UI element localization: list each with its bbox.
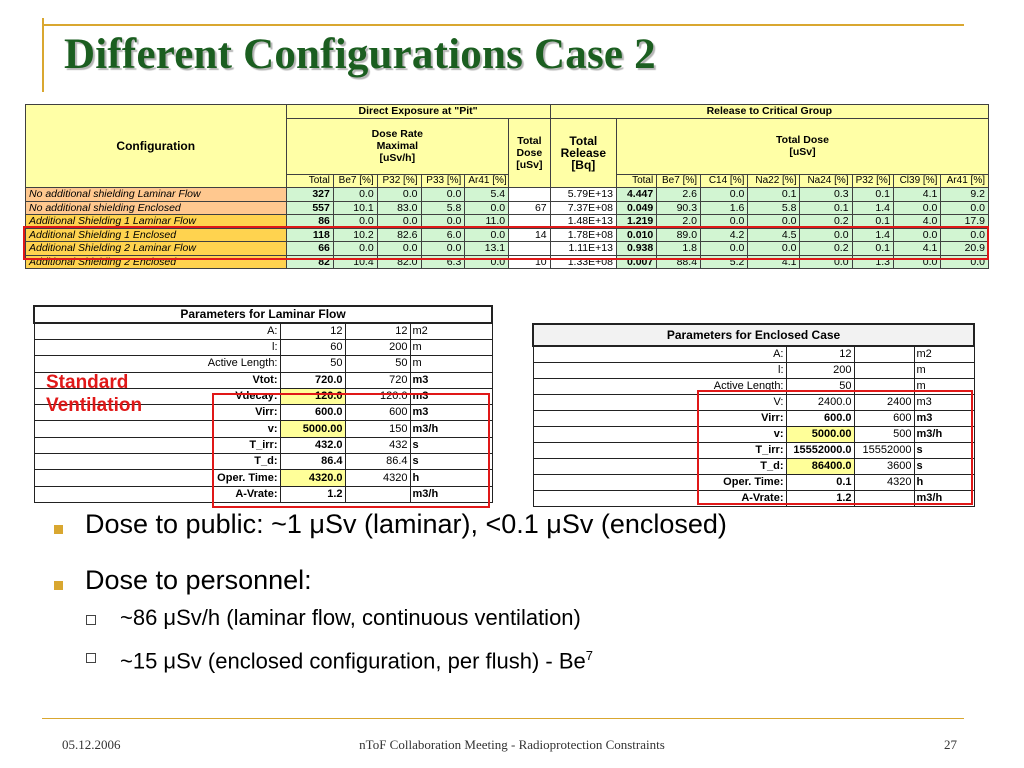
table-cell: 86 — [286, 215, 333, 229]
param-v1-cell: 50 — [786, 379, 854, 395]
config-name-cell: No additional shielding Enclosed — [26, 201, 287, 215]
table-cell: 0.0 — [748, 242, 800, 256]
sub-header: Ar41 [%] — [465, 174, 509, 188]
param-label-cell: A: — [34, 323, 280, 340]
param-label-cell: v: — [34, 421, 280, 437]
table-cell: 90.3 — [657, 201, 701, 215]
table-cell: 0.0 — [894, 228, 941, 242]
param-v1-cell: 1.2 — [280, 486, 345, 502]
table-cell: 4.5 — [748, 228, 800, 242]
table-cell: 0.049 — [616, 201, 656, 215]
param-row — [533, 346, 974, 363]
table-cell: 5.2 — [701, 255, 748, 269]
sub-header: Be7 [%] — [657, 174, 701, 188]
param-label-cell: Oper. Time: — [34, 470, 280, 486]
table-cell: 4.1 — [894, 242, 941, 256]
param-row — [34, 340, 492, 356]
sub-header: Na24 [%] — [800, 174, 852, 188]
table-cell: 0.007 — [616, 255, 656, 269]
table-cell: 0.1 — [800, 201, 852, 215]
table-cell: 82 — [286, 255, 333, 269]
header-configuration: Configuration — [26, 105, 287, 188]
sub-header: P33 [%] — [421, 174, 465, 188]
param-v2-cell: 4320 — [854, 475, 914, 491]
table-cell: 10.1 — [333, 201, 377, 215]
sub-header: Total — [286, 174, 333, 188]
table-cell: 89.0 — [657, 228, 701, 242]
table-cell: 0.0 — [800, 255, 852, 269]
table-cell: 0.0 — [701, 188, 748, 202]
param-v2-cell: 720 — [345, 372, 410, 388]
accent-top-line — [42, 24, 964, 26]
param-v1-cell: 1.2 — [786, 491, 854, 507]
param-label-cell: T_irr: — [533, 443, 786, 459]
param-unit-cell: h — [410, 470, 492, 486]
param-v1-cell: 432.0 — [280, 437, 345, 453]
table-cell: 0.0 — [465, 255, 509, 269]
table-cell: 0.3 — [800, 188, 852, 202]
config-name-cell: Additional Shielding 2 Laminar Flow — [26, 242, 287, 256]
config-name-cell: No additional shielding Laminar Flow — [26, 188, 287, 202]
laminar-params-title: Parameters for Laminar Flow — [34, 306, 492, 323]
param-v1-cell: 0.1 — [786, 475, 854, 491]
bullet-personnel-dose: Dose to personnel: — [52, 564, 1012, 604]
param-v2-cell: 86.4 — [345, 454, 410, 470]
param-label-cell: Virr: — [34, 405, 280, 421]
header-total-dose: Total Dose [uSv] — [509, 118, 551, 188]
param-v1-cell: 720.0 — [280, 372, 345, 388]
table-cell: 0.0 — [377, 242, 421, 256]
param-unit-cell: s — [410, 437, 492, 453]
table-cell: 1.4 — [852, 228, 893, 242]
param-label-cell: Active Length: — [533, 379, 786, 395]
table-cell: 82.6 — [377, 228, 421, 242]
header-dose-rate: Dose Rate Maximal [uSv/h] — [286, 118, 509, 174]
param-v1-cell: 15552000.0 — [786, 443, 854, 459]
slide-title: Different Configurations Case 2 — [64, 31, 656, 78]
table-cell: 5.79E+13 — [550, 188, 616, 202]
table-cell: 6.0 — [421, 228, 465, 242]
table-cell: 0.1 — [748, 188, 800, 202]
table-cell: 4.1 — [894, 188, 941, 202]
param-v1-cell: 5000.00 — [280, 421, 345, 437]
table-cell: 0.0 — [421, 215, 465, 229]
table-row — [26, 201, 989, 215]
table-cell: 4.0 — [894, 215, 941, 229]
param-label-cell: Active Length: — [34, 356, 280, 372]
param-row — [34, 356, 492, 372]
param-label-cell: l: — [533, 363, 786, 379]
accent-vertical-line — [42, 18, 44, 92]
sub-header: P32 [%] — [377, 174, 421, 188]
table-cell: 0.0 — [894, 201, 941, 215]
footer-page-number: 27 — [944, 737, 957, 752]
table-cell: 82.0 — [377, 255, 421, 269]
sub-bullet-laminar: ~86 μSv/h (laminar flow, continuous ventilation) — [52, 604, 1012, 642]
highlight-shielding-1-rows — [23, 226, 989, 260]
footer-date: 05.12.2006 — [62, 737, 121, 752]
table-cell: 0.0 — [894, 255, 941, 269]
param-label-cell: l: — [34, 340, 280, 356]
highlight-enclosed-params — [697, 390, 973, 505]
param-label-cell: Oper. Time: — [533, 475, 786, 491]
table-cell: 0.0 — [421, 188, 465, 202]
table-cell: 1.33E+08 — [550, 255, 616, 269]
sub-header: Ar41 [%] — [941, 174, 989, 188]
bullet-list — [52, 508, 1012, 680]
table-cell: 0.2 — [800, 215, 852, 229]
table-cell: 83.0 — [377, 201, 421, 215]
param-label-cell: A-Vrate: — [533, 491, 786, 507]
table-cell: 11.0 — [465, 215, 509, 229]
param-unit-cell: s — [914, 459, 974, 475]
table-cell: 13.1 — [465, 242, 509, 256]
header-release: Release to Critical Group — [550, 105, 988, 119]
param-unit-cell: s — [914, 443, 974, 459]
table-cell: 0.0 — [333, 215, 377, 229]
param-label-cell: T_d: — [34, 454, 280, 470]
param-unit-cell: m3/h — [914, 427, 974, 443]
footer-divider — [42, 718, 964, 719]
sub-header: Total — [616, 174, 656, 188]
table-cell: 0.1 — [852, 188, 893, 202]
param-v2-cell: 4320 — [345, 470, 410, 486]
table-cell: 0.0 — [748, 215, 800, 229]
table-cell: 1.48E+13 — [550, 215, 616, 229]
table-cell: 0.0 — [377, 188, 421, 202]
table-cell: 7.37E+08 — [550, 201, 616, 215]
table-cell: 20.9 — [941, 242, 989, 256]
table-cell: 0.0 — [701, 242, 748, 256]
table-cell: 2.0 — [657, 215, 701, 229]
table-cell — [509, 188, 551, 202]
header-total-release: Total Release [Bq] — [550, 118, 616, 188]
param-v2-cell — [854, 363, 914, 379]
table-cell: 17.9 — [941, 215, 989, 229]
table-cell: 1.4 — [852, 201, 893, 215]
param-row — [34, 323, 492, 340]
table-cell: 0.0 — [377, 215, 421, 229]
table-cell: 0.0 — [941, 255, 989, 269]
param-label-cell: Virr: — [533, 411, 786, 427]
param-label-cell: Vdecay: — [34, 388, 280, 404]
table-cell: 0.0 — [465, 201, 509, 215]
table-cell: 1.78E+08 — [550, 228, 616, 242]
param-v2-cell: 600 — [854, 411, 914, 427]
param-label-cell: V: — [533, 395, 786, 411]
header-total-dose-release: Total Dose [uSv] — [616, 118, 988, 174]
param-v1-cell: 600.0 — [280, 405, 345, 421]
table-cell: 2.6 — [657, 188, 701, 202]
param-v1-cell: 200 — [786, 363, 854, 379]
sub-header: C14 [%] — [701, 174, 748, 188]
param-v1-cell: 12 — [786, 346, 854, 363]
param-v1-cell: 86400.0 — [786, 459, 854, 475]
config-name-cell: Additional Shielding 1 Enclosed — [26, 228, 287, 242]
sub-header: Na22 [%] — [748, 174, 800, 188]
param-unit-cell: m3 — [410, 372, 492, 388]
table-cell: 1.219 — [616, 215, 656, 229]
param-v1-cell: 50 — [280, 356, 345, 372]
table-cell: 0.1 — [852, 215, 893, 229]
param-v2-cell: 600 — [345, 405, 410, 421]
config-name-cell: Additional Shielding 2 Enclosed — [26, 255, 287, 269]
param-unit-cell: m — [410, 340, 492, 356]
param-label-cell: T_d: — [533, 459, 786, 475]
param-v2-cell: 200 — [345, 340, 410, 356]
header-direct-exposure: Direct Exposure at "Pit" — [286, 105, 550, 119]
table-cell: 0.1 — [852, 242, 893, 256]
param-label-cell: Vtot: — [34, 372, 280, 388]
table-cell: 88.4 — [657, 255, 701, 269]
param-v2-cell: 50 — [345, 356, 410, 372]
param-unit-cell: h — [914, 475, 974, 491]
param-v1-cell: 60 — [280, 340, 345, 356]
table-cell: 0.010 — [616, 228, 656, 242]
param-unit-cell: m3 — [410, 405, 492, 421]
table-cell: 0.2 — [800, 242, 852, 256]
table-cell: 9.2 — [941, 188, 989, 202]
table-cell: 10 — [509, 255, 551, 269]
param-unit-cell: m3 — [914, 395, 974, 411]
param-row — [533, 363, 974, 379]
param-v1-cell: 12 — [280, 323, 345, 340]
config-name-cell: Additional Shielding 1 Laminar Flow — [26, 215, 287, 229]
table-cell: 1.11E+13 — [550, 242, 616, 256]
footer-meeting-title: nToF Collaboration Meeting - Radioprotection Constraints — [359, 737, 665, 752]
param-v1-cell: 86.4 — [280, 454, 345, 470]
param-v2-cell: 3600 — [854, 459, 914, 475]
param-unit-cell: m — [410, 356, 492, 372]
table-cell: 1.3 — [852, 255, 893, 269]
table-cell: 327 — [286, 188, 333, 202]
table-cell: 14 — [509, 228, 551, 242]
standard-ventilation-label: Standard Ventilation — [46, 372, 143, 416]
table-cell: 557 — [286, 201, 333, 215]
table-cell: 118 — [286, 228, 333, 242]
table-cell: 1.8 — [657, 242, 701, 256]
param-v2-cell: 2400 — [854, 395, 914, 411]
param-v2-cell: 120.0 — [345, 388, 410, 404]
table-cell: 66 — [286, 242, 333, 256]
param-v1-cell: 120.0 — [280, 388, 345, 404]
param-v2-cell: 150 — [345, 421, 410, 437]
table-cell: 10.4 — [333, 255, 377, 269]
param-v2-cell — [854, 346, 914, 363]
sub-header: Cl39 [%] — [894, 174, 941, 188]
table-cell: 0.0 — [701, 215, 748, 229]
table-cell: 67 — [509, 201, 551, 215]
table-cell: 5.8 — [421, 201, 465, 215]
param-unit-cell: m2 — [410, 323, 492, 340]
param-v1-cell: 4320.0 — [280, 470, 345, 486]
sub-header: Be7 [%] — [333, 174, 377, 188]
table-row — [26, 188, 989, 202]
table-cell: 6.3 — [421, 255, 465, 269]
table-cell: 0.0 — [333, 188, 377, 202]
param-unit-cell: m3/h — [410, 486, 492, 502]
table-cell: 0.938 — [616, 242, 656, 256]
table-cell: 0.0 — [465, 228, 509, 242]
table-cell: 4.447 — [616, 188, 656, 202]
table-cell: 0.0 — [800, 228, 852, 242]
param-v2-cell: 12 — [345, 323, 410, 340]
sub-bullet-enclosed: ~15 μSv (enclosed configuration, per flush) - Be$^7$ — [52, 642, 1012, 680]
param-label-cell: v: — [533, 427, 786, 443]
table-cell: 0.0 — [421, 242, 465, 256]
table-cell: 10.2 — [333, 228, 377, 242]
param-unit-cell: m3 — [410, 388, 492, 404]
param-label-cell: A: — [533, 346, 786, 363]
enclosed-params-title: Parameters for Enclosed Case — [533, 324, 974, 346]
param-v2-cell: 432 — [345, 437, 410, 453]
table-cell: 5.4 — [465, 188, 509, 202]
param-label-cell: A-Vrate: — [34, 486, 280, 502]
param-label-cell: T_irr: — [34, 437, 280, 453]
sub-header: P32 [%] — [852, 174, 893, 188]
param-v2-cell: 15552000 — [854, 443, 914, 459]
param-unit-cell: m — [914, 363, 974, 379]
highlight-laminar-params — [212, 393, 490, 508]
param-unit-cell: m — [914, 379, 974, 395]
table-cell: 4.2 — [701, 228, 748, 242]
table-cell: 1.6 — [701, 201, 748, 215]
param-unit-cell: m3 — [914, 411, 974, 427]
param-unit-cell: m2 — [914, 346, 974, 363]
table-cell: 5.8 — [748, 201, 800, 215]
param-v1-cell: 2400.0 — [786, 395, 854, 411]
table-cell: 0.0 — [941, 201, 989, 215]
param-v2-cell: 500 — [854, 427, 914, 443]
param-unit-cell: m3/h — [410, 421, 492, 437]
param-unit-cell: m3/h — [914, 491, 974, 507]
table-cell: 0.0 — [941, 228, 989, 242]
param-v1-cell: 5000.00 — [786, 427, 854, 443]
table-cell: 4.1 — [748, 255, 800, 269]
table-cell: 0.0 — [333, 242, 377, 256]
bullet-public-dose: Dose to public: ~1 μSv (laminar), <0.1 μSv (enclosed) — [52, 508, 1012, 564]
param-unit-cell: s — [410, 454, 492, 470]
param-v1-cell: 600.0 — [786, 411, 854, 427]
